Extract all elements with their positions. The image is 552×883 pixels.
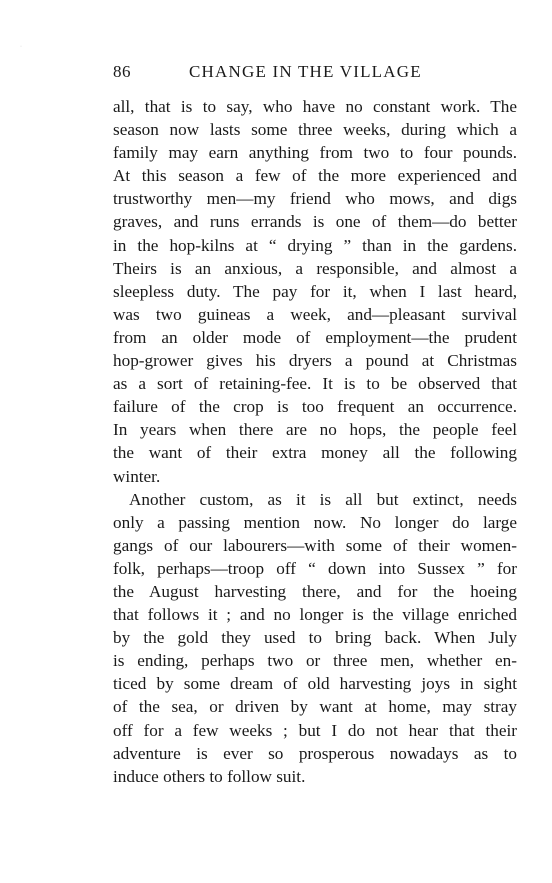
text-line: In years when there are no hops, the people feel bbox=[113, 420, 517, 440]
text-line: Theirs is an anxious, a responsible, and almost a bbox=[113, 258, 517, 278]
text-line: is ending, perhaps two or three men, whether en- bbox=[113, 651, 517, 671]
text-line: sleepless duty. The pay for it, when I last heard, bbox=[113, 281, 517, 301]
text-line: induce others to follow suit. bbox=[113, 766, 306, 786]
text-line: season now lasts some three weeks, during which a bbox=[113, 120, 517, 140]
text-line: hop-grower gives his dryers a pound at Christmas bbox=[113, 351, 517, 371]
body-text bbox=[113, 95, 517, 788]
text-line: folk, perhaps—troop off “ down into Sussex ” for bbox=[113, 558, 517, 578]
text-line: At this season a few of the more experienced and bbox=[113, 166, 517, 186]
text-line: ticed by some dream of old harvesting joys in sight bbox=[113, 674, 517, 694]
text-line: was two guineas a week, and—pleasant survival bbox=[113, 304, 517, 324]
text-line: of the sea, or driven by want at home, may stray bbox=[113, 697, 517, 717]
paragraph bbox=[113, 95, 517, 488]
page-header bbox=[113, 62, 516, 84]
text-line: in the hop-kilns at “ drying ” than in the gardens. bbox=[113, 235, 517, 255]
text-line: family may earn anything from two to four pounds. bbox=[113, 143, 517, 163]
text-line: only a passing mention now. No longer do large bbox=[113, 512, 517, 532]
page-number: 86 bbox=[113, 62, 131, 81]
text-line: gangs of our labourers—with some of their women- bbox=[113, 535, 517, 555]
text-line: as a sort of retaining-fee. It is to be observed that bbox=[113, 374, 517, 394]
text-line: by the gold they used to bring back. When July bbox=[113, 628, 517, 648]
text-line: the want of their extra money all the following bbox=[113, 443, 517, 463]
text-line: from an older mode of employment—the prudent bbox=[113, 327, 517, 347]
text-line: Another custom, as it is all but extinct, needs bbox=[129, 489, 517, 509]
text-line: failure of the crop is too frequent an occurrence. bbox=[113, 397, 517, 417]
text-line: the August harvesting there, and for the hoeing bbox=[113, 581, 517, 601]
text-line: trustworthy men—my friend who mows, and digs bbox=[113, 189, 517, 209]
paragraph bbox=[113, 488, 517, 788]
scan-speck: · bbox=[20, 44, 22, 50]
text-line: adventure is ever so prosperous nowadays as to bbox=[113, 743, 517, 763]
text-line: all, that is to say, who have no constant work. The bbox=[113, 97, 517, 116]
text-line: off for a few weeks ; but I do not hear that their bbox=[113, 720, 517, 740]
text-line: graves, and runs errands is one of them—do better bbox=[113, 212, 517, 232]
running-head: CHANGE IN THE VILLAGE bbox=[189, 62, 422, 81]
text-line: winter. bbox=[113, 466, 161, 486]
text-line: that follows it ; and no longer is the village enriched bbox=[113, 605, 517, 625]
